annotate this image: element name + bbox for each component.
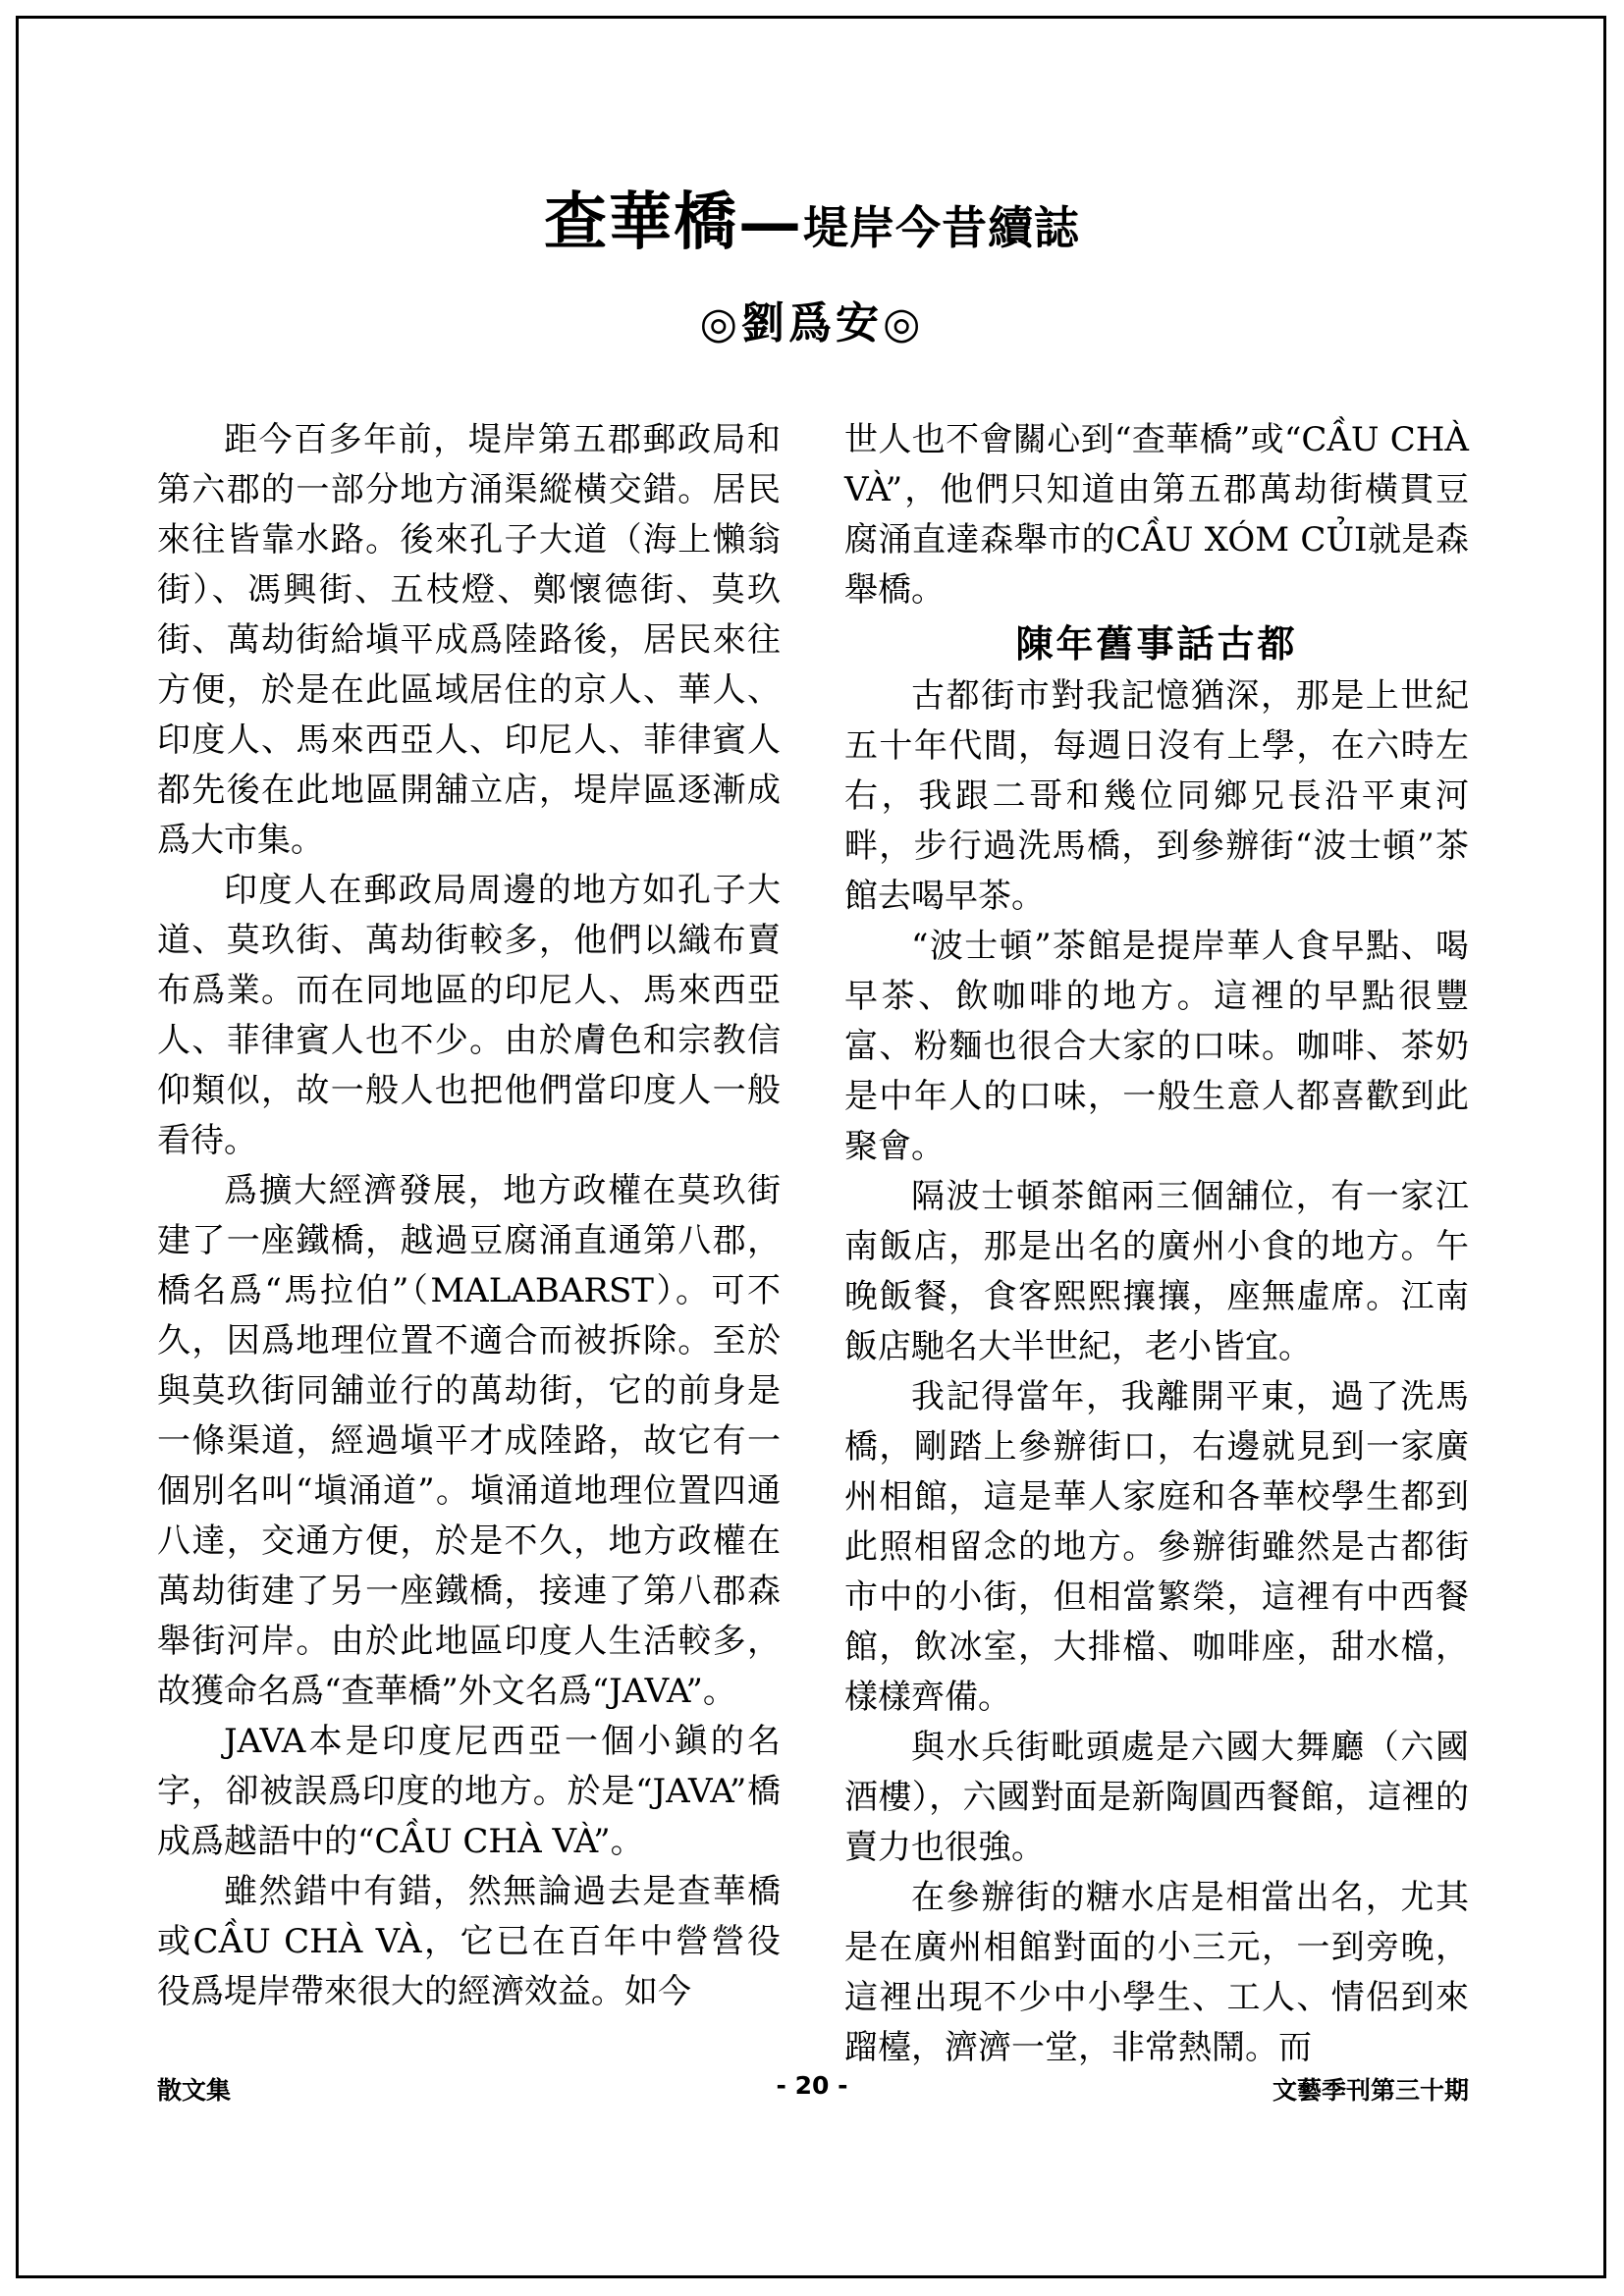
paragraph: 距今百多年前，堤岸第五郡郵政局和第六郡的一部分地方涌渠縱橫交錯。居民來往皆靠水路。後來孔子大道（海上懶翁街）、馮興街、五枝燈、鄭懷德街、莫玖街、萬劫街給塡平成爲陸路後，居民來往方便，於是在此區域居住的京人、華人、印度人、馬來西亞人、印尼人、菲律賓人都先後在此地區開舖立店，堤岸區逐漸成爲大市集。 <box>157 420 781 860</box>
paragraph: 古都街市對我記憶猶深，那是上世紀五十年代間，每週日沒有上學，在六時左右，我跟二哥和幾位同鄉兄長沿平東河畔，步行過洗馬橋，到參辦街“波士頓”茶館去喝早茶。 <box>844 676 1469 916</box>
article-title <box>0 172 1624 262</box>
title-dash: — <box>738 186 803 259</box>
author-byline: ◎劉爲安◎ <box>699 298 925 348</box>
footer-page-number: - 20 - <box>776 2071 848 2100</box>
paragraph: 爲擴大經濟發展，地方政權在莫玖街建了一座鐵橋，越過豆腐涌直通第八郡，橋名爲“馬拉伯”（MALABARST）。可不久，因爲地理位置不適合而被拆除。至於與莫玖街同舖並行的萬劫街，它的前身是一條渠道，經過塡平才成陸路，故它有一個別名叫“塡涌道”。塡涌道地理位置四通八達，交通方便，於是不久，地方政權在萬劫街建了另一座鐵橋，接連了第八郡森舉街河岸。由於此地區印度人生活較多，故獲命名爲“查華橋”外文名爲“JAVA”。 <box>157 1171 781 1711</box>
title-subtitle: 堤岸今昔續誌 <box>803 201 1080 254</box>
title-main: 查華橋 <box>544 186 738 259</box>
paragraph-continuation: 世人也不會關心到“查華橋”或“CẦU CHÀ VÀ”，他們只知道由第五郡萬劫街橫貫豆腐涌直達森舉市的CẦU XÓM CỦI就是森舉橋。 <box>844 420 1469 610</box>
footer-publication: 文藝季刊第三十期 <box>1272 2076 1469 2105</box>
paragraph: 雖然錯中有錯，然無論過去是查華橋或CẦU CHÀ VÀ，它已在百年中營營役役爲堤岸帶來很大的經濟效益。如今 <box>157 1872 781 2011</box>
paragraph: 印度人在郵政局周邊的地方如孔子大道、莫玖街、萬劫街較多，他們以織布賣布爲業。而在同地區的印尼人、馬來西亞人、菲律賓人也不少。由於膚色和宗教信仰類似，故一般人也把他們當印度人一般看待。 <box>157 871 781 1160</box>
paragraph: 我記得當年，我離開平東，過了洗馬橋，剛踏上參辦街口，右邊就見到一家廣州相館，這是華人家庭和各華校學生都到此照相留念的地方。參辦街雖然是古都街市中的小街，但相當繁榮，這裡有中西餐館，飲冰室，大排檔、咖啡座，甜水檔，樣樣齊備。 <box>844 1377 1469 1717</box>
right-column <box>844 415 1469 2073</box>
left-column <box>157 415 781 2017</box>
footer-section-label: 散文集 <box>157 2076 232 2105</box>
paragraph: 隔波士頓茶館兩三個舖位，有一家江南飯店，那是出名的廣州小食的地方。午晚飯餐，食客熙熙攘攘，座無虛席。江南飯店馳名大半世紀，老小皆宜。 <box>844 1177 1469 1366</box>
paragraph: 與水兵街毗頭處是六國大舞廳（六國酒樓），六國對面是新陶圓西餐館，這裡的賣力也很強。 <box>844 1728 1469 1867</box>
paragraph: “波士頓”茶館是提岸華人食早點、喝早茶、飲咖啡的地方。這裡的早點很豐富、粉麵也很合大家的口味。咖啡、茶奶是中年人的口味，一般生意人都喜歡到此聚會。 <box>844 927 1469 1166</box>
paragraph: 在參辦街的糖水店是相當出名，尤其是在廣州相館對面的小三元，一到旁晚，這裡出現不少中小學生、工人、情侶到來蹓檯，濟濟一堂，非常熱鬧。而 <box>844 1878 1469 2067</box>
paragraph: JAVA本是印度尼西亞一個小鎭的名字，卻被誤爲印度的地方。於是“JAVA”橋成爲越語中的“CẦU CHÀ VÀ”。 <box>157 1722 781 1861</box>
section-heading: 陳年舊事話古都 <box>1015 621 1298 666</box>
